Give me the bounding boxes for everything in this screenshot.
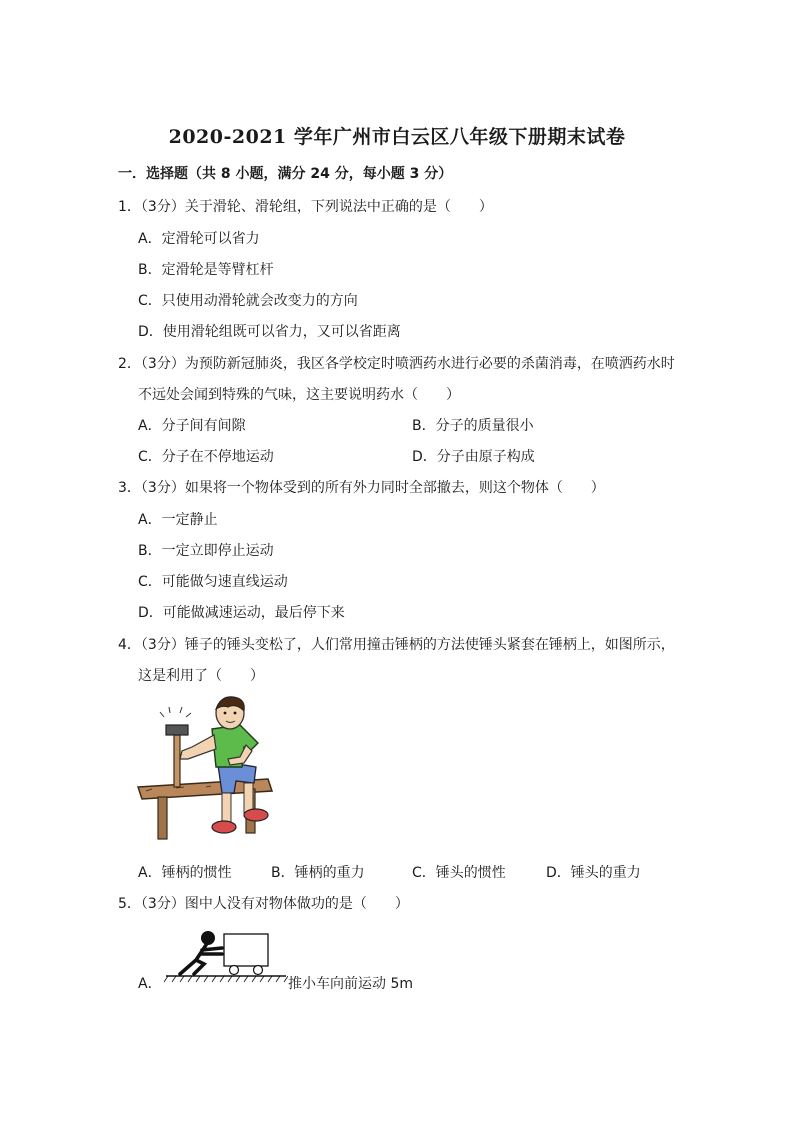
question-4-option-a[interactable]: A．锤柄的惯性 bbox=[138, 865, 232, 881]
question-3-option-a[interactable]: A．一定静止 bbox=[138, 512, 218, 528]
question-4-stem-cont: 这是利用了（ ） bbox=[138, 668, 264, 684]
question-3-option-c[interactable]: C．可能做匀速直线运动 bbox=[138, 574, 288, 590]
question-1-option-b[interactable]: B．定滑轮是等臂杠杆 bbox=[138, 262, 274, 278]
question-4-option-b[interactable]: B．锤柄的重力 bbox=[271, 865, 365, 881]
question-1-option-a[interactable]: A．定滑轮可以省力 bbox=[138, 231, 260, 247]
question-2-option-d[interactable]: D．分子由原子构成 bbox=[412, 449, 535, 465]
hammer-figure bbox=[136, 695, 276, 845]
question-5-option-a[interactable]: A． bbox=[138, 976, 162, 992]
question-5-figure-caption: 推小车向前运动 5m bbox=[288, 976, 413, 992]
question-3-option-d[interactable]: D．可能做减速运动，最后停下来 bbox=[138, 605, 345, 621]
question-4-option-c[interactable]: C．锤头的惯性 bbox=[412, 865, 506, 881]
question-4-option-d[interactable]: D．锤头的重力 bbox=[546, 865, 641, 881]
question-3-option-b[interactable]: B．一定立即停止运动 bbox=[138, 543, 274, 559]
question-2-option-b[interactable]: B．分子的质量很小 bbox=[412, 418, 534, 434]
question-4-stem: 4．（3分）锤子的锤头变松了，人们常用撞击锤柄的方法使锤头紧套在锤柄上，如图所示， bbox=[118, 637, 675, 653]
question-1-option-d[interactable]: D．使用滑轮组既可以省力，又可以省距离 bbox=[138, 324, 401, 340]
cart-push-figure bbox=[164, 928, 288, 984]
question-3-stem: 3．（3分）如果将一个物体受到的所有外力同时全部撤去，则这个物体（ ） bbox=[118, 480, 605, 496]
question-2-stem-cont: 不远处会闻到特殊的气味，这主要说明药水（ ） bbox=[138, 387, 460, 403]
question-1-stem: 1．（3分）关于滑轮、滑轮组，下列说法中正确的是（ ） bbox=[118, 199, 493, 215]
question-2-option-c[interactable]: C．分子在不停地运动 bbox=[138, 449, 274, 465]
question-1-option-c[interactable]: C．只使用动滑轮就会改变力的方向 bbox=[138, 293, 358, 309]
page-title: 2020-2021 学年广州市白云区八年级下册期末试卷 bbox=[168, 126, 626, 148]
question-2-stem: 2．（3分）为预防新冠肺炎，我区各学校定时喷洒药水进行必要的杀菌消毒，在喷洒药水时 bbox=[118, 356, 675, 372]
question-2-option-a[interactable]: A．分子间有间隙 bbox=[138, 418, 246, 434]
section-heading: 一．选择题（共 8 小题，满分 24 分，每小题 3 分） bbox=[118, 166, 453, 182]
question-5-stem: 5．（3分）图中人没有对物体做功的是（ ） bbox=[118, 896, 409, 912]
